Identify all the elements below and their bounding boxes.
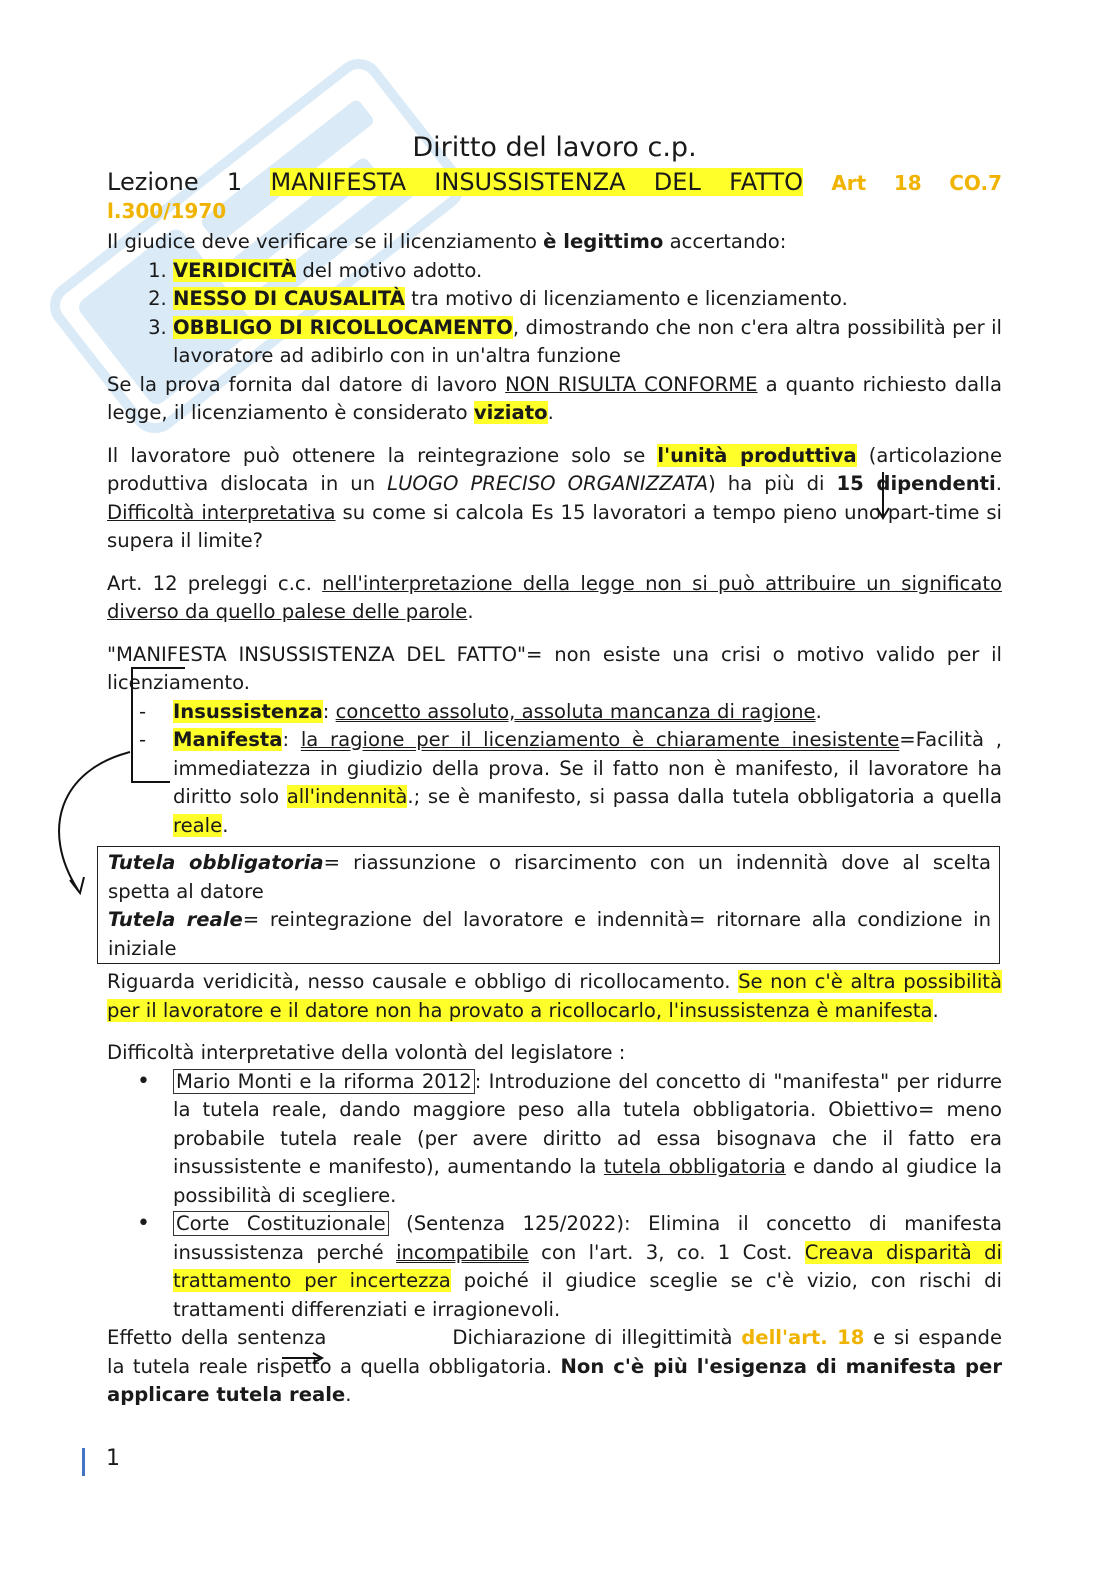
page-number: 1 <box>106 1446 120 1471</box>
tutela-obbligatoria: Tutela obbligatoria= riassunzione o risarcimento con un indennità dove al scelta spetta al datore <box>108 851 991 903</box>
criteria-list <box>107 257 1002 371</box>
paragraph-preleggi: Art. 12 preleggi c.c. nell'interpretazione della legge non si può attribuire un significato diverso da quello palese delle parole. <box>107 571 1002 623</box>
lesson-prefix: Lezione 1 <box>107 168 271 196</box>
lesson-reference-law: l.300/1970 <box>107 199 227 223</box>
list-item: • Mario Monti e la riforma 2012 : Introduzione del concetto di "manifesta" per ridurre la tutela reale, dando maggiore peso alla tutela obbligatoria. Obiettivo= meno probabile tutela reale (per avere diritto ad essa bisognava che il fatto era insussistente e manifesto), aumentando la tutela obbligatoria e dando al giudice la possibilità di scegliere. <box>173 1068 1002 1211</box>
paragraph-manifesta-definition: "MANIFESTA INSUSSISTENZA DEL FATTO"= non esiste una crisi o motivo valido per il licenziamento. <box>107 642 1002 694</box>
paragraph-riguarda: Riguarda veridicità, nesso causale e obbligo di ricollocamento. Se non c'è altra possibilità per il lavoratore e il datore non ha provato a ricollocarlo, l'insussistenza è manifesta. <box>107 970 1002 1022</box>
page-title: Diritto del lavoro c.p. <box>412 132 697 163</box>
lesson-reference: Art 18 CO.7 <box>831 171 1002 195</box>
footer-accent-bar <box>82 1448 85 1476</box>
list-item: 1. VERIDICITÀ del motivo adotto. <box>173 257 1002 286</box>
list-item: 3. OBBLIGO DI RICOLLOCAMENTO, dimostrando che non c'era altra possibilità per il lavoratore ad adibirlo con in un'altra funzione <box>173 314 1002 371</box>
list-item: - Manifesta: la ragione per il licenziamento è chiaramente inesistente=Facilità , immediatezza in giudizio della prova. Se il fatto non è manifesto, il lavoratore ha diritto solo all'indennità.; se è manifesto, si passa dalla tutela obbligatoria a quella reale. <box>173 726 1002 840</box>
list-item: 2. NESSO DI CAUSALITÀ tra motivo di licenziamento e licenziamento. <box>173 285 1002 314</box>
paragraph-difficolta: Difficoltà interpretative della volontà del legislatore : <box>107 1041 626 1064</box>
paragraph-reintegrazione: Il lavoratore può ottenere la reintegrazione solo se l'unità produttiva (articolazione produttiva dislocata in un LUOGO PRECISO ORGANIZZATA) ha più di 15 dipendenti. Difficoltà interpretativa su come si calcola Es 15 lavoratori a tempo pieno uno part-time si supera il limite? <box>107 443 1003 552</box>
lesson-topic: MANIFESTA INSUSSISTENZA DEL FATTO <box>270 168 804 196</box>
list-item: • Corte Costituzionale (Sentenza 125/2022): Elimina il concetto di manifesta insussistenza perché incompatibile con l'art. 3, co. 1 Cost. Creava disparità di trattamento per incertezza poiché il giudice sceglie se c'è vizio, con rischi di trattamenti differenziati e irragionevoli. <box>173 1210 1002 1324</box>
interpretation-list <box>107 1068 1002 1325</box>
tutela-reale: Tutela reale= reintegrazione del lavoratore e indennità= ritornare alla condizione in iniziale <box>108 908 991 960</box>
list-item: - Insussistenza: concetto assoluto, assoluta mancanza di ragione. <box>173 698 1002 727</box>
definition-list <box>107 698 1002 841</box>
document-body <box>107 130 1002 1410</box>
lesson-heading <box>107 168 1002 198</box>
paragraph-prova: Se la prova fornita dal datore di lavoro NON RISULTA CONFORME a quanto richiesto dalla legge, il licenziamento è considerato viziato. <box>107 372 1003 424</box>
tutela-box <box>97 846 1000 964</box>
paragraph-effetto: Effetto della sentenza Dichiarazione di illegittimità dell'art. 18 e si espande la tutela reale rispetto a quella obbligatoria. Non c'è più l'esigenza di manifesta per applicare tutela reale. <box>107 1326 1002 1406</box>
paragraph-verifica: Il giudice deve verificare se il licenziamento è legittimo accertando: <box>107 230 787 253</box>
